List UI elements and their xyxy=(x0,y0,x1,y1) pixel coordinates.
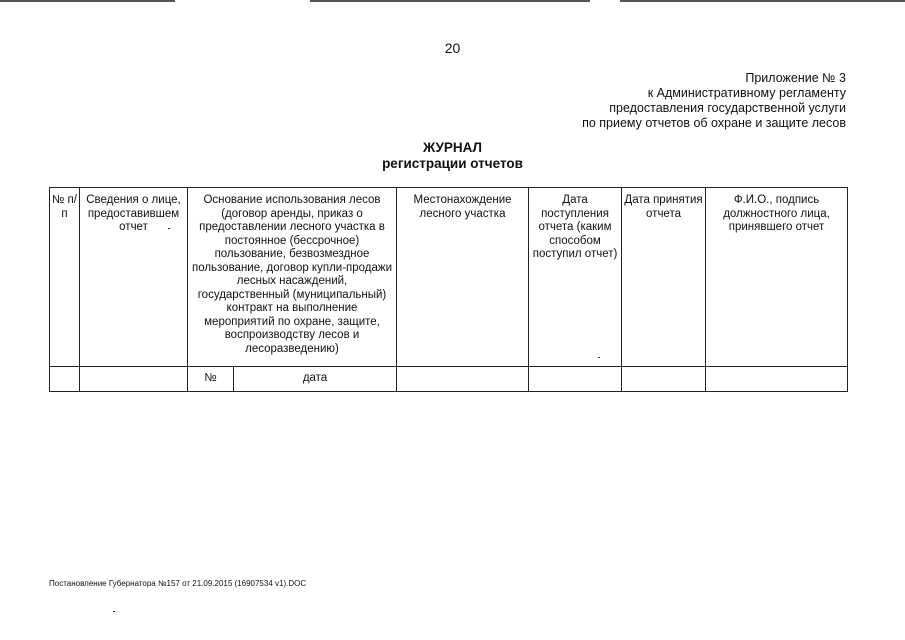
appendix-block xyxy=(582,71,846,131)
scan-border-line xyxy=(620,0,905,2)
table-cell xyxy=(50,367,80,392)
header-receipt-date: Дата поступления отчета (каким способом поступил отчет) xyxy=(529,188,622,367)
scan-speck xyxy=(113,611,115,612)
appendix-line: предоставления государственной услуги xyxy=(609,101,846,115)
footer-document-reference: Постановление Губернатора №157 от 21.09.2015 (16907534 v1).DOC xyxy=(49,579,307,588)
appendix-line: по приему отчетов об охране и защите лесов xyxy=(582,116,846,130)
subheader-number: № xyxy=(188,367,234,392)
document-title xyxy=(0,140,905,172)
table-subheader-row xyxy=(50,367,848,392)
scan-border-line xyxy=(310,0,590,2)
page-number: 20 xyxy=(444,40,461,56)
header-official: Ф.И.О., подпись должностного лица, принявшего отчет xyxy=(706,188,848,367)
scan-speck xyxy=(168,228,170,229)
registration-journal-table xyxy=(49,187,848,392)
title-main: ЖУРНАЛ xyxy=(422,140,483,155)
scan-border-line xyxy=(0,0,175,2)
table-cell xyxy=(529,367,622,392)
appendix-line: Приложение № 3 xyxy=(745,71,846,85)
header-person: Сведения о лице, предоставившем отчет xyxy=(80,188,188,367)
table-header-row xyxy=(50,188,848,367)
title-sub: регистрации отчетов xyxy=(382,156,523,171)
table-cell xyxy=(622,367,706,392)
header-num: № п/п xyxy=(50,188,80,367)
appendix-line: к Административному регламенту xyxy=(647,86,846,100)
table-cell xyxy=(397,367,529,392)
header-accept-date: Дата принятия отчета xyxy=(622,188,706,367)
table-cell xyxy=(80,367,188,392)
header-location: Местонахождение лесного участка xyxy=(397,188,529,367)
subheader-date: дата xyxy=(234,367,397,392)
header-basis: Основание использования лесов (договор аренды, приказ о предоставлении лесного участка в постоянное (бессрочное) пользование, безвозмездное пользование, договор купли-продажи лесных насаждений, государственный (муниципальный) контракт на выполнение мероприятий по охране, защите, воспроизводству лесов и лесоразведению) xyxy=(188,188,397,367)
table-cell xyxy=(706,367,848,392)
scan-speck xyxy=(598,357,600,358)
